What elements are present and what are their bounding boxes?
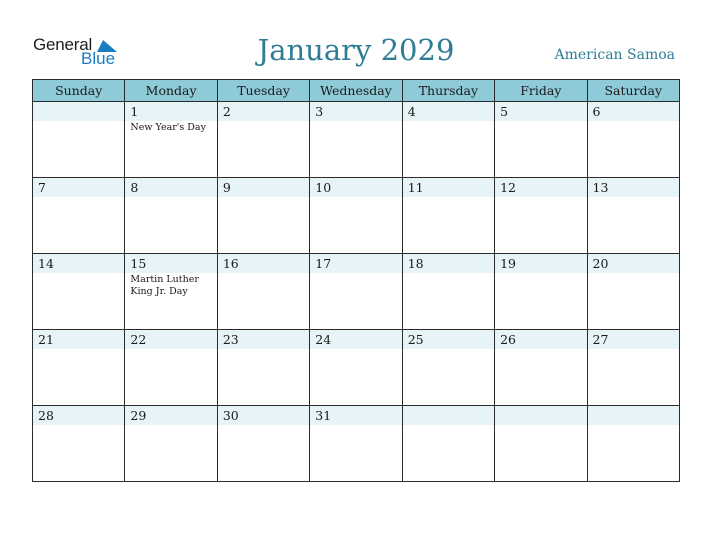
day-cell (125, 330, 217, 406)
day-cell (33, 406, 125, 482)
day-cell (587, 102, 679, 178)
day-number: 29 (130, 408, 147, 423)
day-cell (495, 406, 587, 482)
day-cell (217, 330, 309, 406)
day-cell-band (495, 406, 586, 425)
day-cell (495, 254, 587, 330)
day-cell (217, 254, 309, 330)
day-cell-band (33, 102, 124, 121)
day-number: 3 (315, 104, 324, 119)
day-number: 22 (130, 332, 147, 347)
day-cell-band (218, 102, 309, 121)
day-number: 16 (222, 256, 239, 271)
day-number: 28 (38, 408, 54, 423)
day-number: 15 (130, 256, 147, 271)
day-number: 31 (315, 408, 332, 423)
logo-word-blue: Blue (81, 49, 116, 68)
day-number: 26 (500, 332, 517, 347)
day-number: 4 (407, 104, 416, 119)
weekday-header: Wednesday (310, 80, 402, 102)
week-row (33, 102, 680, 178)
day-cell (33, 330, 125, 406)
day-number: 13 (592, 180, 609, 195)
day-cell (310, 406, 402, 482)
day-cell (495, 178, 587, 254)
day-cell (587, 330, 679, 406)
day-cell (310, 102, 402, 178)
day-number: 14 (38, 256, 54, 271)
weekday-header-row (33, 80, 680, 102)
logo-word-general: General (33, 35, 93, 54)
day-cell (587, 178, 679, 254)
day-cell-band (588, 102, 679, 121)
day-cell (495, 330, 587, 406)
day-cell (33, 254, 125, 330)
week-row (33, 254, 680, 330)
day-cell-band (218, 178, 309, 197)
day-cell (402, 102, 494, 178)
day-cell (587, 254, 679, 330)
day-number: 27 (592, 332, 609, 347)
region-label: American Samoa (554, 47, 675, 63)
day-number: 10 (315, 180, 332, 195)
day-cell (402, 178, 494, 254)
weekday-header: Saturday (587, 80, 679, 102)
day-cell-band (310, 102, 401, 121)
holiday-label: Martin Luther King Jr. Day (130, 274, 199, 297)
day-number: 21 (38, 332, 54, 347)
weekday-header: Friday (495, 80, 587, 102)
day-number: 12 (500, 180, 517, 195)
day-number: 23 (222, 332, 239, 347)
day-number: 5 (500, 104, 509, 119)
day-cell (125, 254, 217, 330)
week-row (33, 406, 680, 482)
day-cell-band (403, 406, 494, 425)
weekday-header: Tuesday (217, 80, 309, 102)
day-cell (310, 254, 402, 330)
calendar-title: January 2029 (257, 33, 455, 67)
day-cell (587, 406, 679, 482)
week-row (33, 330, 680, 406)
weekday-header: Thursday (402, 80, 494, 102)
day-cell (33, 102, 125, 178)
week-row (33, 178, 680, 254)
day-cell-band (125, 178, 216, 197)
weekday-header: Monday (125, 80, 217, 102)
day-cell-band (33, 178, 124, 197)
day-cell (402, 330, 494, 406)
day-cell-band (125, 102, 216, 121)
day-number: 6 (592, 104, 601, 119)
day-number: 8 (130, 180, 139, 195)
day-number: 24 (315, 332, 332, 347)
day-cell (217, 102, 309, 178)
day-cell-band (495, 102, 586, 121)
day-number: 30 (222, 408, 239, 423)
day-number: 19 (500, 256, 517, 271)
day-cell (217, 406, 309, 482)
day-cell-band (403, 102, 494, 121)
day-number: 18 (407, 256, 424, 271)
day-cell (402, 406, 494, 482)
day-number: 25 (407, 332, 424, 347)
day-number: 9 (222, 180, 231, 195)
day-cell (402, 254, 494, 330)
day-number: 1 (130, 104, 139, 119)
day-number: 2 (222, 104, 231, 119)
day-cell (310, 178, 402, 254)
holiday-label: New Year's Day (130, 122, 206, 133)
day-number: 17 (315, 256, 332, 271)
day-number: 20 (592, 256, 609, 271)
weekday-header: Sunday (33, 80, 125, 102)
day-cell (125, 178, 217, 254)
day-cell (217, 178, 309, 254)
day-cell (125, 406, 217, 482)
day-cell-band (588, 406, 679, 425)
calendar-grid (32, 79, 680, 482)
day-cell (125, 102, 217, 178)
day-number: 7 (38, 180, 46, 195)
day-cell (310, 330, 402, 406)
day-cell (33, 178, 125, 254)
day-number: 11 (407, 180, 424, 195)
day-cell (495, 102, 587, 178)
